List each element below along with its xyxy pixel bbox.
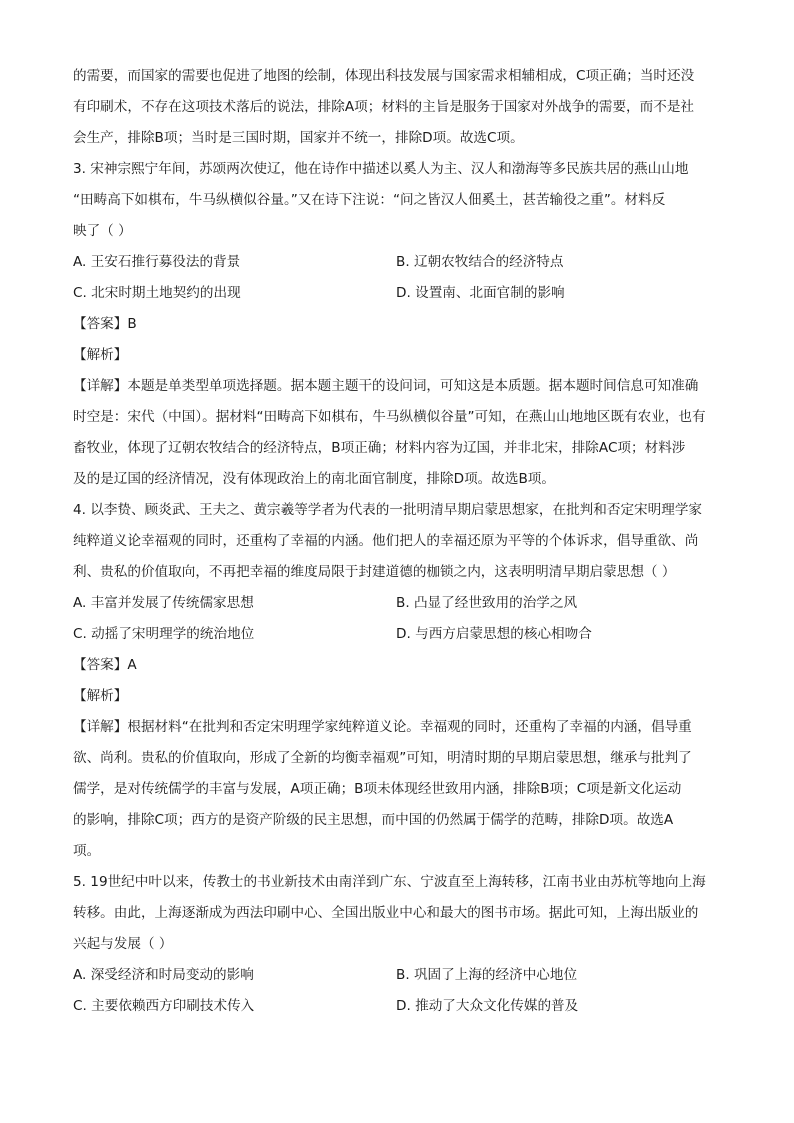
- question-4: [73, 495, 725, 867]
- option-a: A. 王安石推行募役法的背景: [73, 254, 241, 270]
- option-d: D. 设置南、北面官制的影响: [396, 285, 565, 301]
- options-row: [73, 247, 725, 278]
- detail-line: 及的是辽国的经济情况，没有体现政治上的南北面官制度，排除D项。故选B项。: [73, 471, 555, 487]
- question-stem-line: 3. 宋神宗熙宁年间，苏颂两次使辽，他在诗作中描述以奚人为主、汉人和渤海等多民族共居的燕山山地: [73, 161, 689, 177]
- question-stem-line: 5. 19世纪中叶以来，传教士的书业新技术由南洋到广东、宁波直至上海转移，江南书业由苏杭等地向上海: [73, 874, 706, 890]
- answer-label: 【答案】B: [73, 316, 137, 332]
- answer-label: 【答案】A: [73, 657, 137, 673]
- option-b: B. 巩固了上海的经济中心地位: [396, 967, 578, 983]
- option-a: A. 深受经济和时局变动的影响: [73, 967, 254, 983]
- question-stem-line: “田畴高下如棋布，牛马纵横似谷量。”又在诗下注说：“问之皆汉人佃奚土，甚苦输役之重”。材料反: [73, 192, 666, 208]
- detail-line: 畜牧业，体现了辽朝农牧结合的经济特点，B项正确；材料内容为辽国，并非北宋，排除AC项；材料涉: [73, 440, 686, 456]
- question-stem-line: 转移。由此，上海逐渐成为西法印刷中心、全国出版业中心和最大的图书市场。据此可知，上海出版业的: [73, 905, 699, 921]
- question-stem-line: 兴起与发展（ ）: [73, 936, 173, 952]
- question-stem-line: 映了（ ）: [73, 223, 132, 239]
- options-row: [73, 991, 725, 1022]
- detail-line: 时空是：宋代（中国）。据材料“田畴高下如棋布，牛马纵横似谷量”可知，在燕山山地地区既有农业，也有: [73, 409, 706, 425]
- analysis-label: 【解析】: [73, 347, 128, 363]
- option-b: B. 凸显了经世致用的治学之风: [396, 595, 578, 611]
- question-stem-line: 利、贵私的价值取向，不再把幸福的维度局限于封建道德的枷锁之内，这表明明清早期启蒙思想（ ）: [73, 564, 676, 580]
- text-line: 的需要，而国家的需要也促进了地图的绘制，体现出科技发展与国家需求相辅相成，C项正确；当时还没: [73, 68, 695, 84]
- options-row: [73, 588, 725, 619]
- options-row: [73, 960, 725, 991]
- intro-paragraph: [73, 61, 725, 154]
- options-row: [73, 278, 725, 309]
- detail-line: 欲、尚利。贵私的价值取向，形成了全新的均衡幸福观”可知，明清时期的早期启蒙思想，继承与批判了: [73, 750, 692, 766]
- option-a: A. 丰富并发展了传统儒家思想: [73, 595, 254, 611]
- question-stem-line: 4. 以李贽、顾炎武、王夫之、黄宗羲等学者为代表的一批明清早期启蒙思想家，在批判和否定宋明理学家: [73, 502, 703, 518]
- option-b: B. 辽朝农牧结合的经济特点: [396, 254, 564, 270]
- text-line: 有印刷术，不存在这项技术落后的说法，排除A项；材料的主旨是服务于国家对外战争的需要，而不是社: [73, 99, 695, 115]
- option-c: C. 北宋时期土地契约的出现: [73, 285, 241, 301]
- detail-line: 儒学，是对传统儒学的丰富与发展，A项正确；B项未体现经世致用内涵，排除B项；C项是新文化运动: [73, 781, 682, 797]
- analysis-label: 【解析】: [73, 688, 128, 704]
- option-d: D. 推动了大众文化传媒的普及: [396, 998, 579, 1014]
- question-stem-line: 纯粹道义论幸福观的同时，还重构了幸福的内涵。他们把人的幸福还原为平等的个体诉求，倡导重欲、尚: [73, 533, 699, 549]
- question-3: [73, 154, 725, 495]
- detail-line: 【详解】根据材料“在批判和否定宋明理学家纯粹道义论。幸福观的同时，还重构了幸福的内涵，倡导重: [73, 719, 692, 735]
- detail-line: 项。: [73, 843, 101, 859]
- option-c: C. 主要依赖西方印刷技术传入: [73, 998, 255, 1014]
- option-d: D. 与西方启蒙思想的核心相吻合: [396, 626, 592, 642]
- text-line: 会生产，排除B项；当时是三国时期，国家并不统一，排除D项。故选C项。: [73, 130, 524, 146]
- detail-line: 的影响，排除C项；西方的是资产阶级的民主思想，而中国的仍然属于儒学的范畴，排除D项。故选A: [73, 812, 674, 828]
- detail-line: 【详解】本题是单类型单项选择题。据本题主题干的设问词，可知这是本质题。据本题时间信息可知准确: [73, 378, 699, 394]
- options-row: [73, 619, 725, 650]
- question-5: [73, 867, 725, 1022]
- page-content: [73, 61, 725, 1022]
- option-c: C. 动摇了宋明理学的统治地位: [73, 626, 255, 642]
